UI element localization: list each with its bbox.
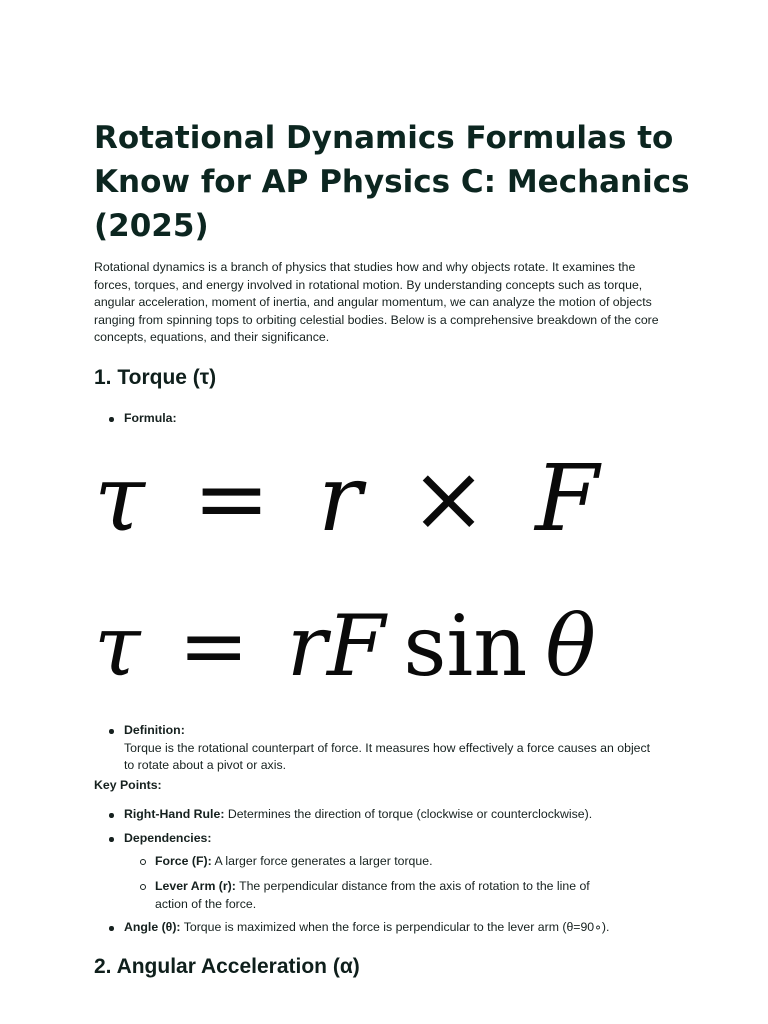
angle-label: Angle (θ): xyxy=(124,920,181,934)
formula-2-sin: sin xyxy=(403,597,528,695)
force-label: Force (F): xyxy=(155,854,212,868)
force-item xyxy=(155,853,615,871)
section-heading-torque: 1. Torque (τ) xyxy=(94,366,217,389)
angle-text: Torque is maximized when the force is perpendicular to the lever arm (θ=90∘). xyxy=(180,920,610,934)
force-text: A larger force generates a larger torque. xyxy=(211,854,433,868)
formula-label-list xyxy=(124,410,177,428)
formula-1-F: F xyxy=(535,445,599,552)
key-points-list xyxy=(124,806,664,824)
formula-2-rF: rF xyxy=(286,597,386,695)
definition-list xyxy=(124,722,654,775)
force-sublist xyxy=(155,853,615,871)
page-title: Rotational Dynamics Formulas to Know for AP Physics C: Mechanics (2025) xyxy=(94,120,690,244)
formula-1-equals: = xyxy=(192,445,270,552)
formula-label-text: Formula: xyxy=(124,411,177,425)
lever-arm-label: Lever Arm (r): xyxy=(155,879,236,893)
formula-1-cross: × xyxy=(409,445,488,552)
formula-1-r: r xyxy=(318,445,362,552)
definition-label: Definition: xyxy=(124,723,185,737)
lever-arm-item xyxy=(155,878,615,913)
torque-sine-formula xyxy=(94,597,596,695)
angle-item xyxy=(124,919,684,937)
section-heading-angular-acceleration: 2. Angular Acceleration (α) xyxy=(94,955,360,978)
intro-paragraph: Rotational dynamics is a branch of physics that studies how and why objects rotate. It examines the forces, torques, and energy involved in rotational motion. By understanding concepts such as torque, angular acceleration, moment of inertia, and angular momentum, we can analyze the motion of objects ranging from spinning tops to orbiting celestial bodies. Below is a comprehensive breakdown of the core concepts, equations, and their significance. xyxy=(94,260,659,345)
lever-sublist xyxy=(155,878,615,913)
right-hand-rule-text: Determines the direction of torque (clockwise or counterclockwise). xyxy=(224,807,593,821)
dependencies-item xyxy=(124,830,664,848)
formula-2-lhs: τ xyxy=(94,597,141,695)
dependencies-list xyxy=(124,830,664,848)
right-hand-rule-item xyxy=(124,806,664,824)
right-hand-rule-label: Right-Hand Rule: xyxy=(124,807,225,821)
dependencies-label: Dependencies: xyxy=(124,831,212,845)
formula-label xyxy=(124,410,177,428)
key-points-label: Key Points: xyxy=(94,778,162,792)
lever-arm-text: The perpendicular distance from the axis of rotation to the line of action of the force. xyxy=(155,879,590,911)
formula-2-equals: = xyxy=(178,597,249,695)
definition-text: Torque is the rotational counterpart of force. It measures how effectively a force causes an object to rotate about a pivot or axis. xyxy=(124,740,651,773)
angle-list xyxy=(124,919,684,937)
formula-2-theta: θ xyxy=(545,597,596,695)
formula-1-lhs: τ xyxy=(94,445,145,552)
definition-item xyxy=(124,722,654,775)
torque-cross-product-formula xyxy=(94,445,599,552)
